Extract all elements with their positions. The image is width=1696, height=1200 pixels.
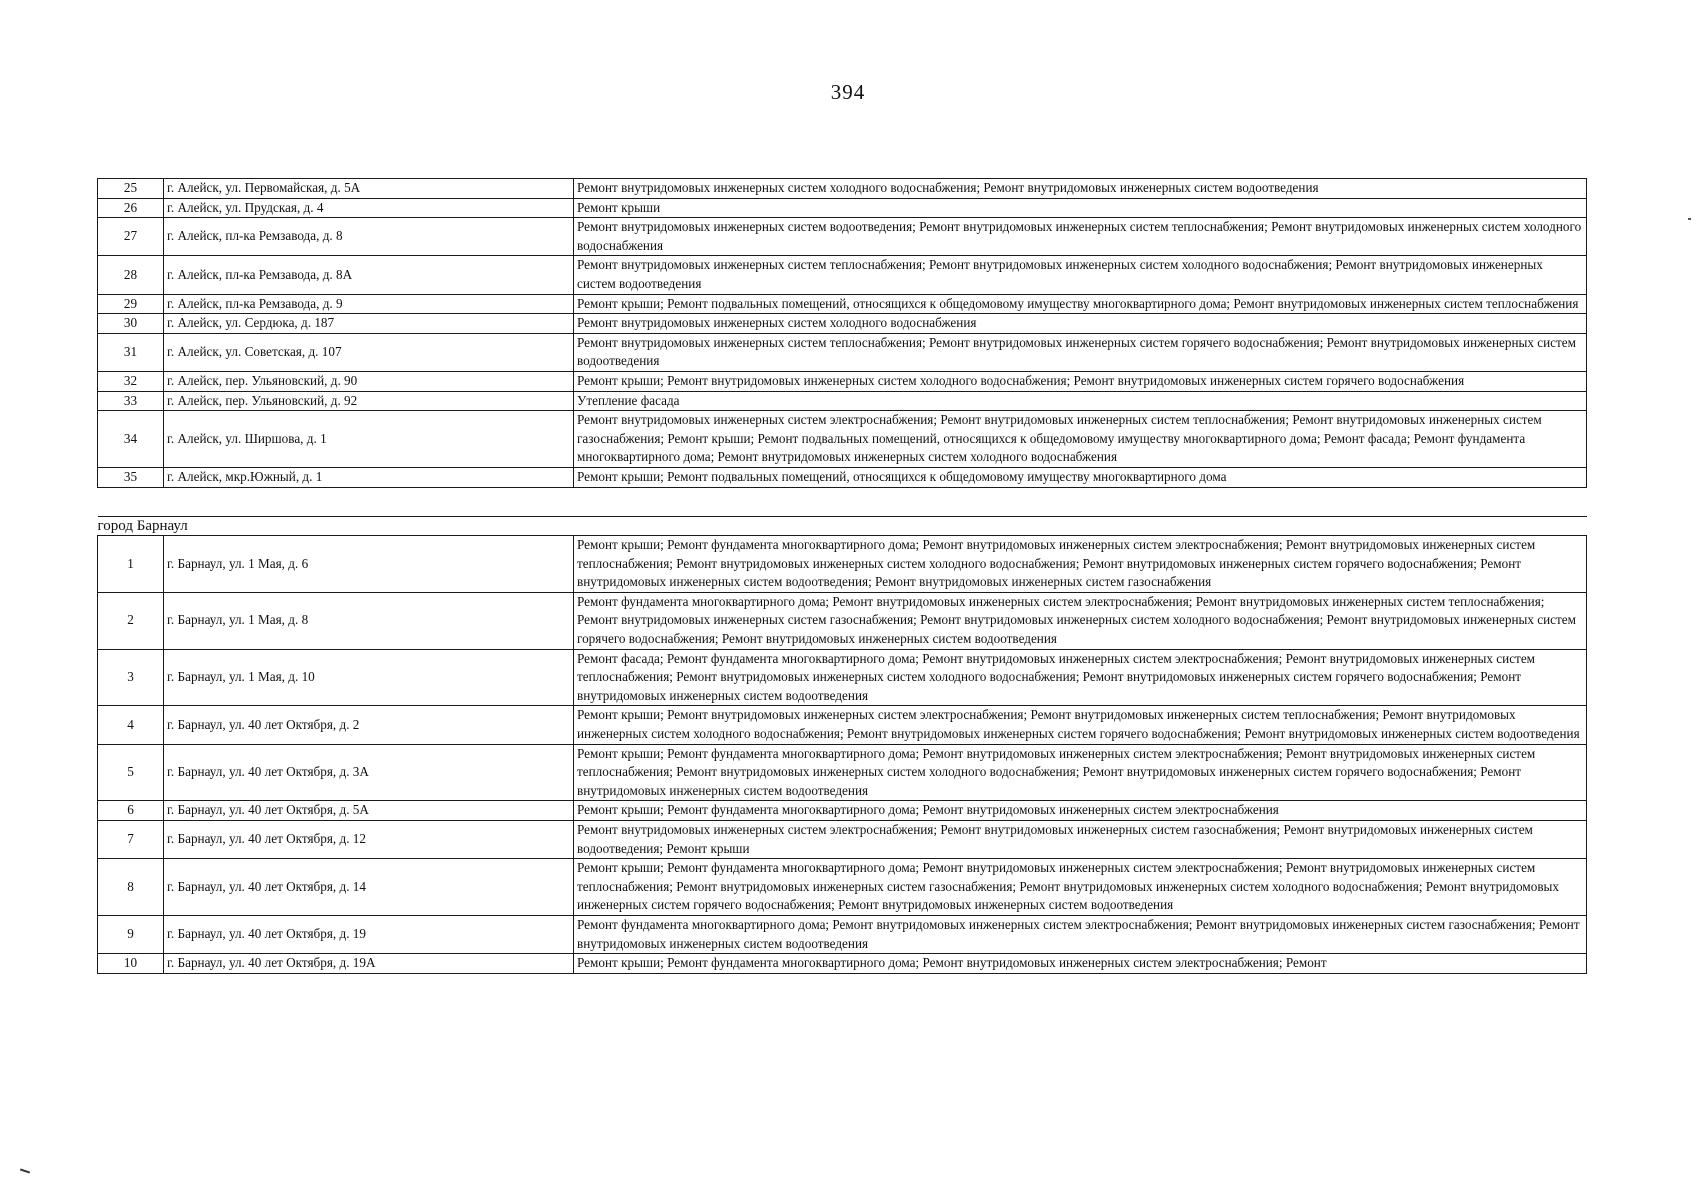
table-row	[98, 954, 1587, 974]
row-address: г. Алейск, пл-ка Ремзавода, д. 8А	[164, 256, 574, 294]
row-works: Ремонт фасада; Ремонт фундамента многоквартирного дома; Ремонт внутридомовых инженерных систем электроснабжения; Ремонт внутридомовых инженерных систем теплоснабжения; Ремонт внутридомовых инженерных систем холодного водоснабжения; Ремонт внутридомовых инженерных систем горячего водоснабжения; Ремонт внутридомовых инженерных систем водоотведения	[574, 649, 1587, 706]
row-number: 10	[98, 954, 164, 974]
row-address: г. Алейск, пл-ка Ремзавода, д. 8	[164, 218, 574, 256]
city-header: город Барнаул	[98, 516, 1587, 536]
row-address: г. Барнаул, ул. 40 лет Октября, д. 3А	[164, 744, 574, 801]
row-address: г. Барнаул, ул. 40 лет Октября, д. 12	[164, 821, 574, 859]
row-number: 35	[98, 467, 164, 487]
row-number: 25	[98, 179, 164, 199]
row-works: Ремонт внутридомовых инженерных систем холодного водоснабжения; Ремонт внутридомовых инженерных систем водоотведения	[574, 179, 1587, 199]
row-works: Ремонт крыши; Ремонт внутридомовых инженерных систем холодного водоснабжения; Ремонт внутридомовых инженерных систем горячего водоснабжения	[574, 371, 1587, 391]
table-row	[98, 411, 1587, 468]
row-works: Ремонт крыши; Ремонт фундамента многоквартирного дома; Ремонт внутридомовых инженерных систем электроснабжения; Ремонт внутридомовых инженерных систем теплоснабжения; Ремонт внутридомовых инженерных систем газоснабжения; Ремонт внутридомовых инженерных систем холодного водоснабжения; Ремонт внутридомовых инженерных систем горячего водоснабжения; Ремонт внутридомовых инженерных систем водоотведения	[574, 859, 1587, 916]
row-address: г. Барнаул, ул. 40 лет Октября, д. 2	[164, 706, 574, 744]
row-address: г. Барнаул, ул. 1 Мая, д. 8	[164, 592, 574, 649]
row-works: Ремонт крыши; Ремонт внутридомовых инженерных систем электроснабжения; Ремонт внутридомовых инженерных систем теплоснабжения; Ремонт внутридомовых инженерных систем холодного водоснабжения; Ремонт внутридомовых инженерных систем горячего водоснабжения; Ремонт внутридомовых инженерных систем водоотведения	[574, 706, 1587, 744]
table-row	[98, 592, 1587, 649]
row-address: г. Барнаул, ул. 40 лет Октября, д. 14	[164, 859, 574, 916]
table-row	[98, 333, 1587, 371]
row-address: г. Алейск, ул. Прудская, д. 4	[164, 198, 574, 218]
row-works: Ремонт фундамента многоквартирного дома; Ремонт внутридомовых инженерных систем электроснабжения; Ремонт внутридомовых инженерных систем теплоснабжения; Ремонт внутридомовых инженерных систем газоснабжения; Ремонт внутридомовых инженерных систем холодного водоснабжения; Ремонт внутридомовых инженерных систем горячего водоснабжения; Ремонт внутридомовых инженерных систем водоотведения	[574, 592, 1587, 649]
table-row	[98, 706, 1587, 744]
row-works: Ремонт внутридомовых инженерных систем электроснабжения; Ремонт внутридомовых инженерных систем теплоснабжения; Ремонт внутридомовых инженерных систем газоснабжения; Ремонт крыши; Ремонт подвальных помещений, относящихся к общедомовому имуществу многоквартирного дома; Ремонт фасада; Ремонт фундамента многоквартирного дома; Ремонт внутридомовых инженерных систем холодного водоснабжения	[574, 411, 1587, 468]
row-number: 3	[98, 649, 164, 706]
row-works: Ремонт крыши; Ремонт фундамента многоквартирного дома; Ремонт внутридомовых инженерных систем электроснабжения	[574, 801, 1587, 821]
row-number: 1	[98, 536, 164, 593]
row-address: г. Барнаул, ул. 40 лет Октября, д. 19	[164, 915, 574, 953]
row-works: Ремонт фундамента многоквартирного дома; Ремонт внутридомовых инженерных систем электроснабжения; Ремонт внутридомовых инженерных систем газоснабжения; Ремонт внутридомовых инженерных систем водоотведения	[574, 915, 1587, 953]
row-number: 9	[98, 915, 164, 953]
scan-mark	[20, 1169, 30, 1174]
row-number: 28	[98, 256, 164, 294]
row-address: г. Алейск, ул. Советская, д. 107	[164, 333, 574, 371]
row-works: Ремонт внутридомовых инженерных систем холодного водоснабжения	[574, 314, 1587, 334]
row-address: г. Барнаул, ул. 40 лет Октября, д. 19А	[164, 954, 574, 974]
row-number: 32	[98, 371, 164, 391]
table-row	[98, 801, 1587, 821]
table-row	[98, 536, 1587, 593]
scan-dot	[1688, 218, 1691, 220]
row-number: 33	[98, 391, 164, 411]
row-number: 34	[98, 411, 164, 468]
row-address: г. Алейск, ул. Сердюка, д. 187	[164, 314, 574, 334]
row-number: 26	[98, 198, 164, 218]
row-works: Ремонт внутридомовых инженерных систем электроснабжения; Ремонт внутридомовых инженерных систем газоснабжения; Ремонт внутридомовых инженерных систем водоотведения; Ремонт крыши	[574, 821, 1587, 859]
row-address: г. Барнаул, ул. 40 лет Октября, д. 5А	[164, 801, 574, 821]
row-number: 29	[98, 294, 164, 314]
table-row	[98, 179, 1587, 199]
row-address: г. Алейск, пер. Ульяновский, д. 92	[164, 391, 574, 411]
row-number: 31	[98, 333, 164, 371]
row-number: 2	[98, 592, 164, 649]
row-number: 6	[98, 801, 164, 821]
row-works: Ремонт крыши; Ремонт фундамента многоквартирного дома; Ремонт внутридомовых инженерных систем электроснабжения; Ремонт внутридомовых инженерных систем теплоснабжения; Ремонт внутридомовых инженерных систем холодного водоснабжения; Ремонт внутридомовых инженерных систем горячего водоснабжения; Ремонт внутридомовых инженерных систем водоотведения; Ремонт внутридомовых инженерных систем газоснабжения	[574, 536, 1587, 593]
table-row	[98, 198, 1587, 218]
row-address: г. Алейск, мкр.Южный, д. 1	[164, 467, 574, 487]
row-works: Ремонт крыши	[574, 198, 1587, 218]
row-number: 7	[98, 821, 164, 859]
table-row	[98, 649, 1587, 706]
row-number: 27	[98, 218, 164, 256]
table-row	[98, 256, 1587, 294]
table-row	[98, 821, 1587, 859]
row-address: г. Барнаул, ул. 1 Мая, д. 10	[164, 649, 574, 706]
row-works: Ремонт крыши; Ремонт подвальных помещений, относящихся к общедомовому имуществу многоквартирного дома; Ремонт внутридомовых инженерных систем теплоснабжения	[574, 294, 1587, 314]
table-row	[98, 859, 1587, 916]
page-number: 394	[830, 80, 866, 104]
table-row	[98, 391, 1587, 411]
table-row	[98, 218, 1587, 256]
table-row	[98, 915, 1587, 953]
row-works: Ремонт крыши; Ремонт фундамента многоквартирного дома; Ремонт внутридомовых инженерных систем электроснабжения; Ремонт	[574, 954, 1587, 974]
row-address: г. Алейск, пер. Ульяновский, д. 90	[164, 371, 574, 391]
city-header-row	[98, 516, 1587, 536]
row-address: г. Алейск, ул. Первомайская, д. 5А	[164, 179, 574, 199]
row-address: г. Алейск, пл-ка Ремзавода, д. 9	[164, 294, 574, 314]
row-number: 8	[98, 859, 164, 916]
row-address: г. Алейск, ул. Ширшова, д. 1	[164, 411, 574, 468]
row-number: 30	[98, 314, 164, 334]
table-row	[98, 294, 1587, 314]
table-row	[98, 744, 1587, 801]
row-works: Ремонт внутридомовых инженерных систем теплоснабжения; Ремонт внутридомовых инженерных систем горячего водоснабжения; Ремонт внутридомовых инженерных систем водоотведения	[574, 333, 1587, 371]
table-body	[98, 179, 1587, 974]
row-number: 5	[98, 744, 164, 801]
row-address: г. Барнаул, ул. 1 Мая, д. 6	[164, 536, 574, 593]
section-gap	[98, 487, 1587, 516]
table-row	[98, 314, 1587, 334]
table-row	[98, 467, 1587, 487]
row-works: Ремонт крыши; Ремонт подвальных помещений, относящихся к общедомовому имуществу многоквартирного дома	[574, 467, 1587, 487]
row-works: Ремонт крыши; Ремонт фундамента многоквартирного дома; Ремонт внутридомовых инженерных систем электроснабжения; Ремонт внутридомовых инженерных систем теплоснабжения; Ремонт внутридомовых инженерных систем холодного водоснабжения; Ремонт внутридомовых инженерных систем горячего водоснабжения; Ремонт внутридомовых инженерных систем водоотведения	[574, 744, 1587, 801]
repair-works-table	[97, 178, 1587, 974]
row-works: Ремонт внутридомовых инженерных систем водоотведения; Ремонт внутридомовых инженерных систем теплоснабжения; Ремонт внутридомовых инженерных систем холодного водоснабжения	[574, 218, 1587, 256]
row-works: Ремонт внутридомовых инженерных систем теплоснабжения; Ремонт внутридомовых инженерных систем холодного водоснабжения; Ремонт внутридомовых инженерных систем водоотведения	[574, 256, 1587, 294]
row-number: 4	[98, 706, 164, 744]
row-works: Утепление фасада	[574, 391, 1587, 411]
table-row	[98, 371, 1587, 391]
